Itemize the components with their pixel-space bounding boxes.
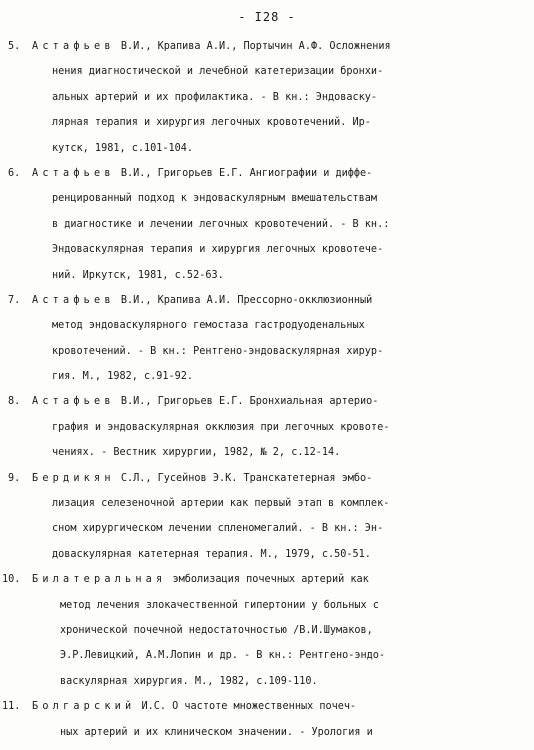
reference-line xyxy=(0,669,534,694)
reference-text: Э.Р.Левицкий, А.М.Лопин и др. - В кн.: Рентгено-эндо- xyxy=(60,650,386,662)
reference-text: лярная терапия и хирургия легочных кровотечений. Ир- xyxy=(52,117,371,129)
reference-text: В.И., Крапива А.И., Портычин А.Ф. Осложнения xyxy=(120,41,391,52)
reference-text: И.С. О частоте множественных почеч- xyxy=(141,701,357,713)
reference-number: 9. xyxy=(8,472,21,484)
reference-entry xyxy=(0,694,534,745)
reference-text: ний. Иркутск, 1981, с.52-63. xyxy=(52,269,224,281)
reference-first-line xyxy=(0,694,534,719)
reference-first-line-text xyxy=(32,389,378,414)
reference-number: 10. xyxy=(2,574,21,586)
reference-first-line-text xyxy=(32,567,369,592)
reference-line xyxy=(0,263,534,288)
reference-line xyxy=(0,720,534,745)
reference-text: лизация селезеночной артерии как первый этап в комплек- xyxy=(52,498,390,510)
reference-line xyxy=(0,516,534,541)
reference-text: ренцированный подход к эндоваскулярным вмешательствам xyxy=(52,193,378,205)
reference-author: Болгарский xyxy=(32,701,136,713)
reference-text: В.И., Григорьев Е.Г. Бронхиальная артерио- xyxy=(120,396,379,408)
reference-text: сном хирургическом лечении спленомегалий. - В кн.: Эн- xyxy=(52,523,384,535)
reference-line xyxy=(0,186,534,211)
reference-text: в диагностике и лечении легочных кровотечений. - В кн.: xyxy=(52,218,390,230)
reference-text: гия. М., 1982, с.91-92. xyxy=(52,371,194,383)
reference-text: С.Л., Гусейнов Э.К. Транскатетерная эмбо- xyxy=(120,472,373,484)
reference-author: Бердикян xyxy=(32,472,115,484)
reference-first-line xyxy=(0,161,534,186)
reference-first-line-text xyxy=(32,694,356,719)
reference-text: кутск, 1981, с.101-104. xyxy=(52,142,194,154)
reference-entry xyxy=(0,288,534,390)
reference-line xyxy=(0,364,534,389)
reference-author: Астафьев xyxy=(32,41,115,52)
reference-first-line xyxy=(0,288,534,313)
reference-first-line xyxy=(0,389,534,414)
reference-first-line-text xyxy=(32,161,372,186)
reference-first-line xyxy=(0,567,534,592)
reference-entry xyxy=(0,389,534,465)
reference-text: метод эндоваскулярного гемостаза гастродуоденальных xyxy=(52,320,365,332)
reference-text: В.И., Крапива А.И. Прессорно-окклюзионный xyxy=(120,294,373,306)
reference-line xyxy=(0,440,534,465)
reference-author: Билатеральная xyxy=(32,574,167,586)
reference-line xyxy=(0,415,534,440)
reference-line xyxy=(0,110,534,135)
reference-first-line-text xyxy=(32,34,391,59)
page-number: - I28 - xyxy=(238,10,296,24)
reference-list xyxy=(0,34,534,745)
reference-line xyxy=(0,59,534,84)
reference-number: 11. xyxy=(2,701,21,713)
reference-entry xyxy=(0,567,534,694)
reference-text: хронической почечной недостаточностью /В.И.Шумаков, xyxy=(60,624,373,636)
reference-number: 7. xyxy=(8,294,21,306)
reference-text: нения диагностической и лечебной катетеризации бронхи- xyxy=(52,66,384,78)
reference-line xyxy=(0,542,534,567)
reference-entry xyxy=(0,466,534,568)
reference-text: васкулярная хирургия. М., 1982, с.109-110. xyxy=(60,675,318,687)
reference-author: Астафьев xyxy=(32,396,115,408)
reference-author: Астафьев xyxy=(32,294,115,306)
reference-text: метод лечения злокачественной гипертонии у больных с xyxy=(60,599,379,611)
reference-author: Астафьев xyxy=(32,167,115,179)
reference-line xyxy=(0,491,534,516)
reference-text: кровотечений. - В кн.: Рентгено-эндоваскулярная хирур- xyxy=(52,345,384,357)
reference-line xyxy=(0,85,534,110)
reference-first-line-text xyxy=(32,466,372,491)
reference-text: ных артерий и их клиническом значении. - Урология и xyxy=(60,726,373,738)
reference-line xyxy=(0,618,534,643)
reference-text: эмболизация почечных артерий как xyxy=(172,574,369,586)
reference-line xyxy=(0,212,534,237)
reference-line xyxy=(0,136,534,161)
reference-number: 8. xyxy=(8,396,21,408)
reference-text: доваскулярная катетерная терапия. М., 1979, с.50-51. xyxy=(52,548,371,560)
reference-line xyxy=(0,593,534,618)
reference-line xyxy=(0,643,534,668)
reference-line xyxy=(0,313,534,338)
reference-text: Эндоваскулярная терапия и хирургия легочных кровотече- xyxy=(52,244,384,256)
reference-first-line xyxy=(0,34,534,59)
reference-number: 5. xyxy=(8,41,21,52)
reference-entry xyxy=(0,34,534,161)
reference-line xyxy=(0,339,534,364)
reference-line xyxy=(0,237,534,262)
reference-first-line-text xyxy=(32,288,372,313)
reference-text: чениях. - Вестник хирургии, 1982, № 2, с.12-14. xyxy=(52,447,341,459)
reference-first-line xyxy=(0,466,534,491)
reference-entry xyxy=(0,161,534,288)
reference-text: альных артерий и их профилактика. - В кн.: Эндоваску- xyxy=(52,91,378,103)
reference-text: графия и эндоваскулярная окклюзия при легочных кровоте- xyxy=(52,421,390,433)
reference-number: 6. xyxy=(8,167,21,179)
reference-text: В.И., Григорьев Е.Г. Ангиографии и диффе- xyxy=(120,167,373,179)
